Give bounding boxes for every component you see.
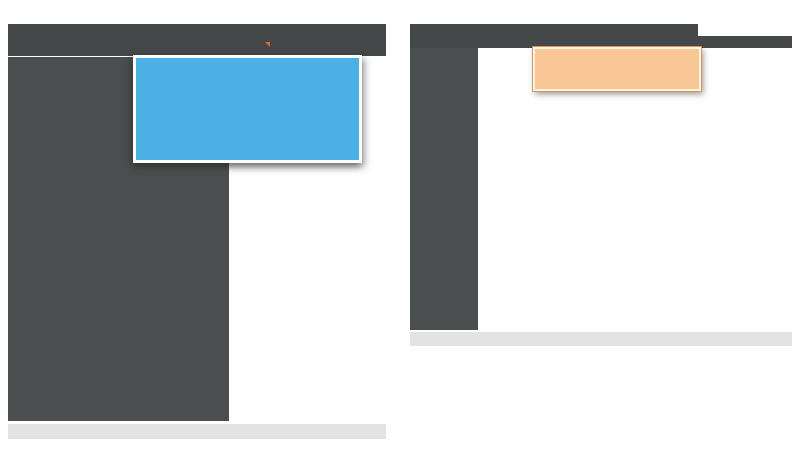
callout-line bbox=[136, 62, 359, 73]
left-table-header bbox=[8, 24, 386, 56]
comment-indicator-icon[interactable] bbox=[265, 42, 270, 47]
left-summe-netto[interactable] bbox=[274, 425, 326, 439]
callout-line bbox=[136, 73, 359, 84]
right-table-header-row1 bbox=[410, 24, 698, 36]
ust-rates-callout[interactable] bbox=[533, 47, 701, 91]
right-summe-row bbox=[410, 332, 792, 346]
income-help-callout[interactable] bbox=[133, 55, 362, 163]
right-table-label-panel bbox=[410, 48, 478, 330]
callout-line bbox=[535, 54, 699, 69]
left-summe-ust[interactable] bbox=[328, 425, 386, 439]
